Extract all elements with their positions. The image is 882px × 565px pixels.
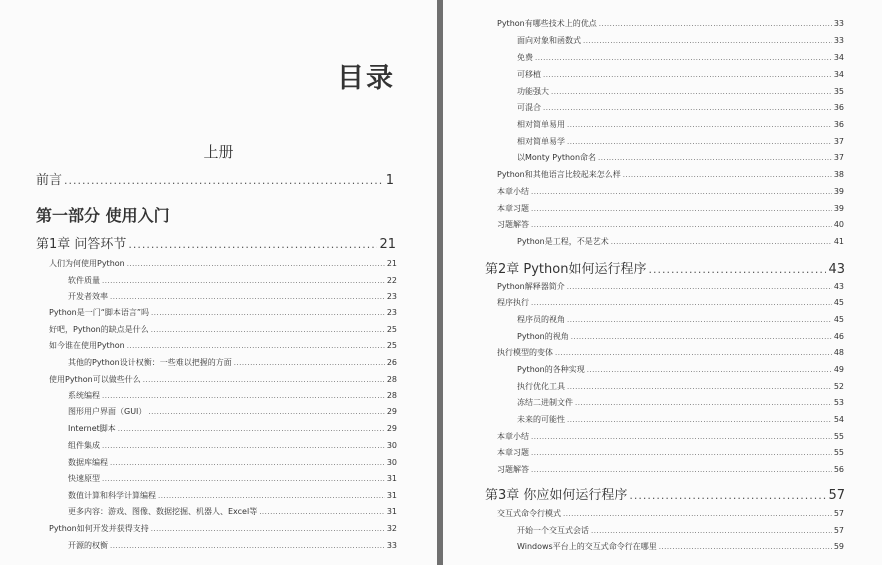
leader-dots: [551, 86, 832, 98]
entry-page: 39: [833, 187, 844, 196]
leader-dots: [659, 541, 832, 553]
toc-entry[interactable]: [497, 347, 844, 359]
entry-title: 图形用户界面（GUI）: [68, 407, 147, 416]
toc-entry[interactable]: [68, 390, 397, 402]
entry-title: 程序执行: [497, 298, 529, 307]
toc-entry[interactable]: [517, 414, 844, 426]
leader-dots: [531, 186, 832, 198]
toc-entry[interactable]: [517, 541, 844, 553]
toc-entry[interactable]: [68, 473, 397, 485]
leader-dots: [531, 219, 832, 231]
entry-page: 33: [833, 36, 844, 45]
entry-page: 26: [386, 358, 397, 367]
toc-entry[interactable]: [497, 203, 844, 215]
entry-title: 可移植: [517, 70, 541, 79]
toc-entry[interactable]: [517, 331, 844, 343]
entry-page: 28: [386, 375, 397, 384]
toc-entry[interactable]: [497, 464, 844, 476]
entry-page: 36: [833, 103, 844, 112]
entry-title: Python解释器简介: [497, 282, 565, 291]
leader-dots: [151, 307, 385, 319]
leader-dots: [102, 275, 385, 287]
entry-title: Python是工程，不是艺术: [517, 237, 609, 246]
entry-page: 28: [386, 391, 397, 400]
leader-dots: [543, 102, 832, 114]
entry-page: 45: [833, 315, 844, 324]
entry-page: 31: [386, 491, 397, 500]
leader-dots: [531, 297, 832, 309]
entry-title: Python是一门“脚本语言”吗: [49, 308, 150, 317]
leader-dots: [567, 281, 832, 293]
left-page: [0, 0, 437, 565]
entry-page: 41: [833, 237, 844, 246]
toc-entry[interactable]: [49, 307, 397, 319]
entry-title: 使用Python可以做些什么: [49, 375, 141, 384]
toc-entry[interactable]: [497, 508, 844, 520]
leader-dots: [128, 236, 377, 254]
entry-page: 29: [386, 424, 397, 433]
leader-dots: [531, 431, 832, 443]
leader-dots: [599, 18, 832, 30]
entry-page: 34: [833, 53, 844, 62]
entry-page: 21: [379, 237, 396, 252]
toc-entry[interactable]: [68, 440, 397, 452]
leader-dots: [567, 136, 832, 148]
toc-entry[interactable]: [49, 258, 397, 270]
leader-dots: [543, 69, 832, 81]
toc-entry[interactable]: [497, 219, 844, 231]
toc-entry[interactable]: [517, 119, 844, 131]
toc-entry[interactable]: [497, 431, 844, 443]
entry-page: 57: [828, 488, 845, 503]
entry-title: 其他的Python设计权衡：一些难以把握的方面: [68, 358, 232, 367]
toc-entry[interactable]: [497, 169, 844, 181]
entry-page: 22: [386, 276, 397, 285]
leader-dots: [598, 152, 832, 164]
leader-dots: [102, 473, 385, 485]
entry-page: 36: [833, 120, 844, 129]
entry-page: 43: [833, 282, 844, 291]
leader-dots: [555, 347, 832, 359]
entry-title: 第2章 Python如何运行程序: [485, 262, 647, 277]
entry-page: 34: [833, 70, 844, 79]
toc-entry[interactable]: [68, 275, 397, 287]
toc-entry[interactable]: [517, 69, 844, 81]
leader-dots: [110, 540, 385, 552]
toc-entry[interactable]: [517, 35, 844, 47]
entry-title: 未来的可能性: [517, 415, 565, 424]
entry-title: 人们为何使用Python: [49, 259, 125, 268]
toc-entry[interactable]: [517, 136, 844, 148]
leader-dots: [531, 203, 832, 215]
entry-page: 25: [386, 341, 397, 350]
entry-page: 23: [386, 308, 397, 317]
leader-dots: [531, 447, 832, 459]
leader-dots: [127, 340, 385, 352]
toc-entry[interactable]: [49, 374, 397, 386]
entry-title: 相对简单易用: [517, 120, 565, 129]
entry-page: 31: [386, 507, 397, 516]
entry-title: 前言: [36, 173, 63, 188]
toc-entry[interactable]: [49, 523, 397, 535]
leader-dots: [587, 364, 832, 376]
entry-title: 数据库编程: [68, 458, 108, 467]
entry-title: 开始一个交互式会话: [517, 526, 589, 535]
entry-title: 好吧，Python的缺点是什么: [49, 325, 149, 334]
leader-dots: [151, 523, 385, 535]
entry-page: 21: [386, 259, 397, 268]
entry-title: 可混合: [517, 103, 541, 112]
entry-page: 1: [385, 173, 394, 188]
leader-dots: [535, 52, 832, 64]
leader-dots: [531, 464, 832, 476]
toc-entry[interactable]: [517, 152, 844, 164]
entry-title: 本章小结: [497, 432, 529, 441]
entry-page: 45: [833, 298, 844, 307]
leader-dots: [648, 261, 826, 279]
toc-entry[interactable]: [68, 490, 397, 502]
leader-dots: [583, 35, 832, 47]
leader-dots: [64, 172, 384, 190]
entry-title: 软件质量: [68, 276, 100, 285]
entry-title: 更多内容：游戏、图像、数据挖掘、机器人、Excel等: [68, 507, 258, 516]
entry-page: 33: [386, 541, 397, 550]
entry-title: 习题解答: [497, 220, 529, 229]
toc-entry[interactable]: [68, 406, 397, 418]
entry-page: 56: [833, 465, 844, 474]
entry-title: Python的视角: [517, 332, 569, 341]
entry-title: 功能强大: [517, 87, 549, 96]
toc-entry[interactable]: [497, 186, 844, 198]
leader-dots: [567, 414, 832, 426]
entry-page: 39: [833, 204, 844, 213]
leader-dots: [611, 236, 832, 248]
entry-page: 59: [833, 542, 844, 551]
entry-page: 46: [833, 332, 844, 341]
entry-title: 执行优化工具: [517, 382, 565, 391]
leader-dots: [143, 374, 385, 386]
entry-title: 习题解答: [497, 465, 529, 474]
leader-dots: [110, 291, 385, 303]
entry-title: 第1章 问答环节: [36, 237, 127, 252]
toc-entry[interactable]: [517, 381, 844, 393]
volume-title: 上册: [203, 143, 234, 161]
entry-page: 35: [833, 87, 844, 96]
toc-entry-chapter-3[interactable]: [485, 487, 845, 505]
toc-entry[interactable]: [68, 540, 397, 552]
entry-page: 25: [386, 325, 397, 334]
entry-title: 面向对象和函数式: [517, 36, 581, 45]
toc-entry[interactable]: [517, 525, 844, 537]
leader-dots: [102, 440, 385, 452]
entry-page: 53: [833, 398, 844, 407]
entry-page: 38: [833, 170, 844, 179]
entry-page: 31: [386, 474, 397, 483]
leader-dots: [567, 381, 832, 393]
entry-title: Python有哪些技术上的优点: [497, 19, 597, 28]
entry-page: 57: [833, 509, 844, 518]
entry-page: 23: [386, 292, 397, 301]
part-title: 第一部分 使用入门: [36, 206, 170, 225]
entry-page: 49: [833, 365, 844, 374]
toc-entry[interactable]: [49, 324, 397, 336]
toc-entry[interactable]: [497, 18, 844, 30]
leader-dots: [148, 406, 384, 418]
toc-entry[interactable]: [68, 457, 397, 469]
entry-title: Python如何开发并获得支持: [49, 524, 149, 533]
toc-entry[interactable]: [517, 86, 844, 98]
entry-page: 40: [833, 220, 844, 229]
entry-title: 交互式命令行模式: [497, 509, 561, 518]
toc-entry[interactable]: [49, 340, 397, 352]
toc-entry[interactable]: [517, 397, 844, 409]
leader-dots: [102, 390, 385, 402]
toc-entry-chapter-1[interactable]: [36, 236, 396, 254]
toc-entry[interactable]: [517, 314, 844, 326]
entry-page: 54: [833, 415, 844, 424]
toc-entry[interactable]: [497, 297, 844, 309]
toc-entry[interactable]: [517, 102, 844, 114]
toc-entry[interactable]: [68, 423, 397, 435]
leader-dots: [151, 324, 385, 336]
entry-title: 本章小结: [497, 187, 529, 196]
toc-entry-preface[interactable]: [36, 172, 394, 190]
toc-entry[interactable]: [517, 364, 844, 376]
entry-page: 29: [386, 407, 397, 416]
entry-page: 55: [833, 432, 844, 441]
entry-title: 冻结二进制文件: [517, 398, 573, 407]
leader-dots: [571, 331, 832, 343]
toc-entry-chapter-2[interactable]: [485, 261, 845, 279]
entry-title: Windows平台上的交互式命令行在哪里: [517, 542, 657, 551]
leader-dots: [591, 525, 832, 537]
entry-title: 开发者效率: [68, 292, 108, 301]
entry-title: 开源的权衡: [68, 541, 108, 550]
entry-title: 本章习题: [497, 448, 529, 457]
leader-dots: [234, 357, 385, 369]
entry-page: 37: [833, 137, 844, 146]
leader-dots: [127, 258, 385, 270]
toc-entry[interactable]: [497, 447, 844, 459]
entry-title: Internet脚本: [68, 424, 116, 433]
entry-page: 55: [833, 448, 844, 457]
entry-title: 以Monty Python命名: [517, 153, 597, 162]
leader-dots: [623, 169, 832, 181]
leader-dots: [563, 508, 832, 520]
leader-dots: [158, 490, 385, 502]
toc-entry[interactable]: [517, 52, 844, 64]
toc-title: 目录: [337, 63, 395, 94]
entry-title: 程序员的视角: [517, 315, 565, 324]
entry-title: 如今谁在使用Python: [49, 341, 125, 350]
entry-page: 33: [833, 19, 844, 28]
leader-dots: [110, 457, 385, 469]
right-page: [443, 0, 882, 565]
toc-entry[interactable]: [517, 236, 844, 248]
entry-title: 本章习题: [497, 204, 529, 213]
entry-page: 32: [386, 524, 397, 533]
toc-entry[interactable]: [497, 281, 844, 293]
entry-title: 组件集成: [68, 441, 100, 450]
entry-page: 52: [833, 382, 844, 391]
entry-title: 数值计算和科学计算编程: [68, 491, 156, 500]
toc-entry[interactable]: [68, 506, 397, 518]
entry-title: 免费: [517, 53, 533, 62]
entry-title: 执行模型的变体: [497, 348, 553, 357]
leader-dots: [118, 423, 385, 435]
entry-title: 第3章 你应如何运行程序: [485, 488, 628, 503]
entry-page: 57: [833, 526, 844, 535]
toc-entry[interactable]: [68, 291, 397, 303]
entry-page: 30: [386, 441, 397, 450]
entry-page: 48: [833, 348, 844, 357]
entry-title: 快速原型: [68, 474, 100, 483]
leader-dots: [567, 119, 832, 131]
leader-dots: [575, 397, 832, 409]
toc-entry[interactable]: [68, 357, 397, 369]
leader-dots: [629, 487, 826, 505]
entry-title: 相对简单易学: [517, 137, 565, 146]
entry-page: 43: [828, 262, 845, 277]
entry-title: Python和其他语言比较起来怎么样: [497, 170, 621, 179]
entry-page: 30: [386, 458, 397, 467]
entry-title: 系统编程: [68, 391, 100, 400]
leader-dots: [567, 314, 832, 326]
entry-page: 37: [833, 153, 844, 162]
leader-dots: [259, 506, 385, 518]
entry-title: Python的各种实现: [517, 365, 585, 374]
